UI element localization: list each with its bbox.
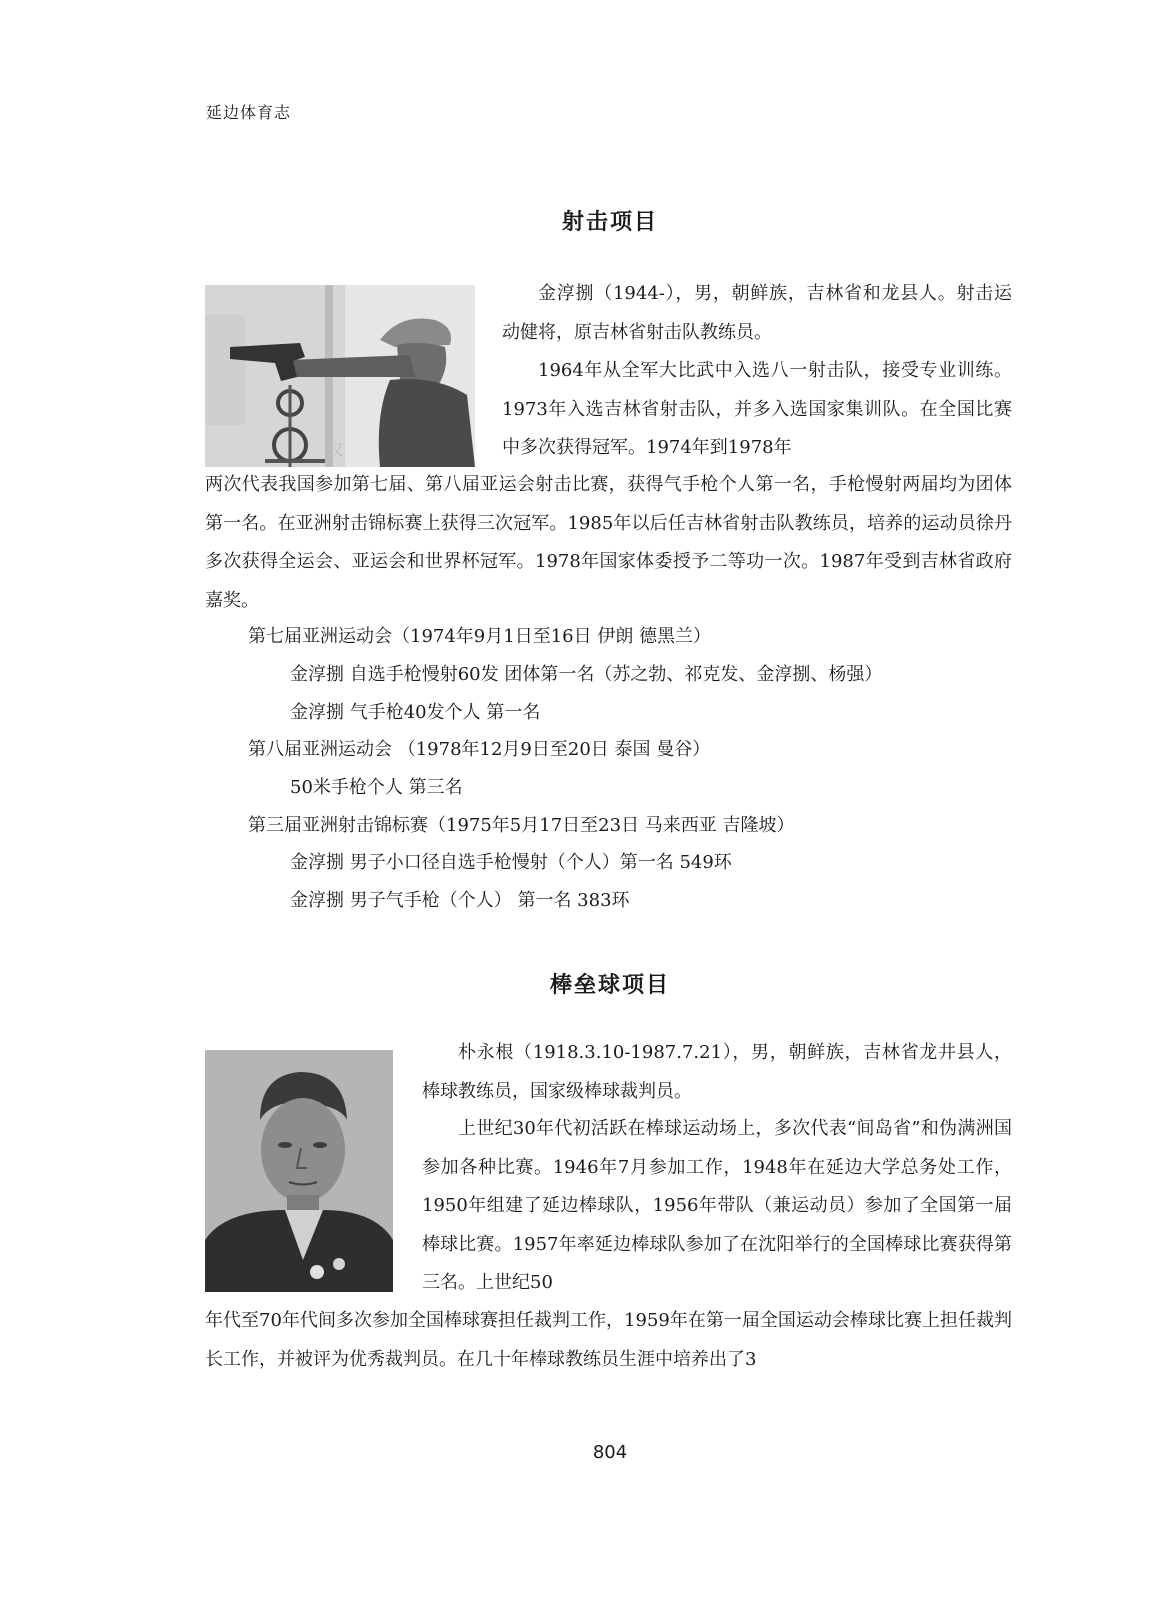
bio-paragraph-1: 金淳捌（1944-），男，朝鲜族，吉林省和龙县人。射击运动健将，原吉林省射击队教练员。 (502, 283, 1012, 343)
section-title-shooting: 射击项目 (561, 210, 658, 235)
running-header: 延边体育志 (206, 103, 292, 122)
section-title-baseball: 棒垒球项目 (549, 973, 670, 998)
photo-watermark: 汉 (327, 440, 344, 459)
record-result: 金淳捌 男子气手枪（个人） 第一名 383环 (290, 890, 630, 911)
record-result: 50米手枪个人 第三名 (290, 777, 463, 798)
bio-paragraph-4: 上世纪30年代初活跃在棒球运动场上，多次代表“间岛省”和伪满洲国参加各种比赛。1946年7月参加工作，1948年在延边大学总务处工作，1950年组建了延边棒球队，1956年带队（兼运动员）参加了全国第一届棒球比赛。1957年率延边棒球队参加了在沈阳举行的全国棒球比赛获得第三名。上世纪50 (422, 1118, 1012, 1293)
bio-paragraph-2-cont: 两次代表我国参加第七届、第八届亚运会射击比赛，获得气手枪个人第一名，手枪慢射两届均为团体第一名。在亚洲射击锦标赛上获得三次冠军。1985年以后任吉林省射击队教练员，培养的运动员徐丹多次获得全运会、亚运会和世界杯冠军。1978年国家体委授予二等功一次。1987年受到吉林省政府嘉奖。 (205, 474, 1012, 611)
bio-paragraph-4-cont: 年代至70年代间多次参加全国棒球赛担任裁判工作，1959年在第一届全国运动会棒球比赛上担任裁判长工作，并被评为优秀裁判员。在几十年棒球教练员生涯中培养出了3 (205, 1310, 1012, 1370)
shooter-photo-image (205, 285, 475, 467)
record-result: 金淳捌 气手枪40发个人 第一名 (290, 702, 541, 723)
shooter-photo (205, 285, 475, 467)
page-number: 804 (592, 1442, 628, 1463)
record-event: 第八届亚洲运动会 （1978年12月9日至20日 泰国 曼谷） (248, 739, 711, 760)
record-event: 第三届亚洲射击锦标赛（1975年5月17日至23日 马来西亚 吉隆坡） (248, 815, 795, 836)
record-result: 金淳捌 自选手枪慢射60发 团体第一名（苏之勃、祁克发、金淳捌、杨强） (290, 664, 883, 685)
portrait-photo-image (205, 1050, 393, 1292)
record-result: 金淳捌 男子小口径自选手枪慢射（个人）第一名 549环 (290, 852, 732, 873)
bio-paragraph-2: 1964年从全军大比武中入选八一射击队，接受专业训练。1973年入选吉林省射击队，并多入选国家集训队。在全国比赛中多次获得冠军。1974年到1978年 (502, 360, 1012, 458)
portrait-photo (205, 1050, 393, 1292)
bio-paragraph-3: 朴永根（1918.3.10-1987.7.21），男，朝鲜族，吉林省龙井县人，棒球教练员，国家级棒球裁判员。 (422, 1042, 1012, 1102)
record-event: 第七届亚洲运动会（1974年9月1日至16日 伊朗 德黑兰） (248, 626, 712, 647)
